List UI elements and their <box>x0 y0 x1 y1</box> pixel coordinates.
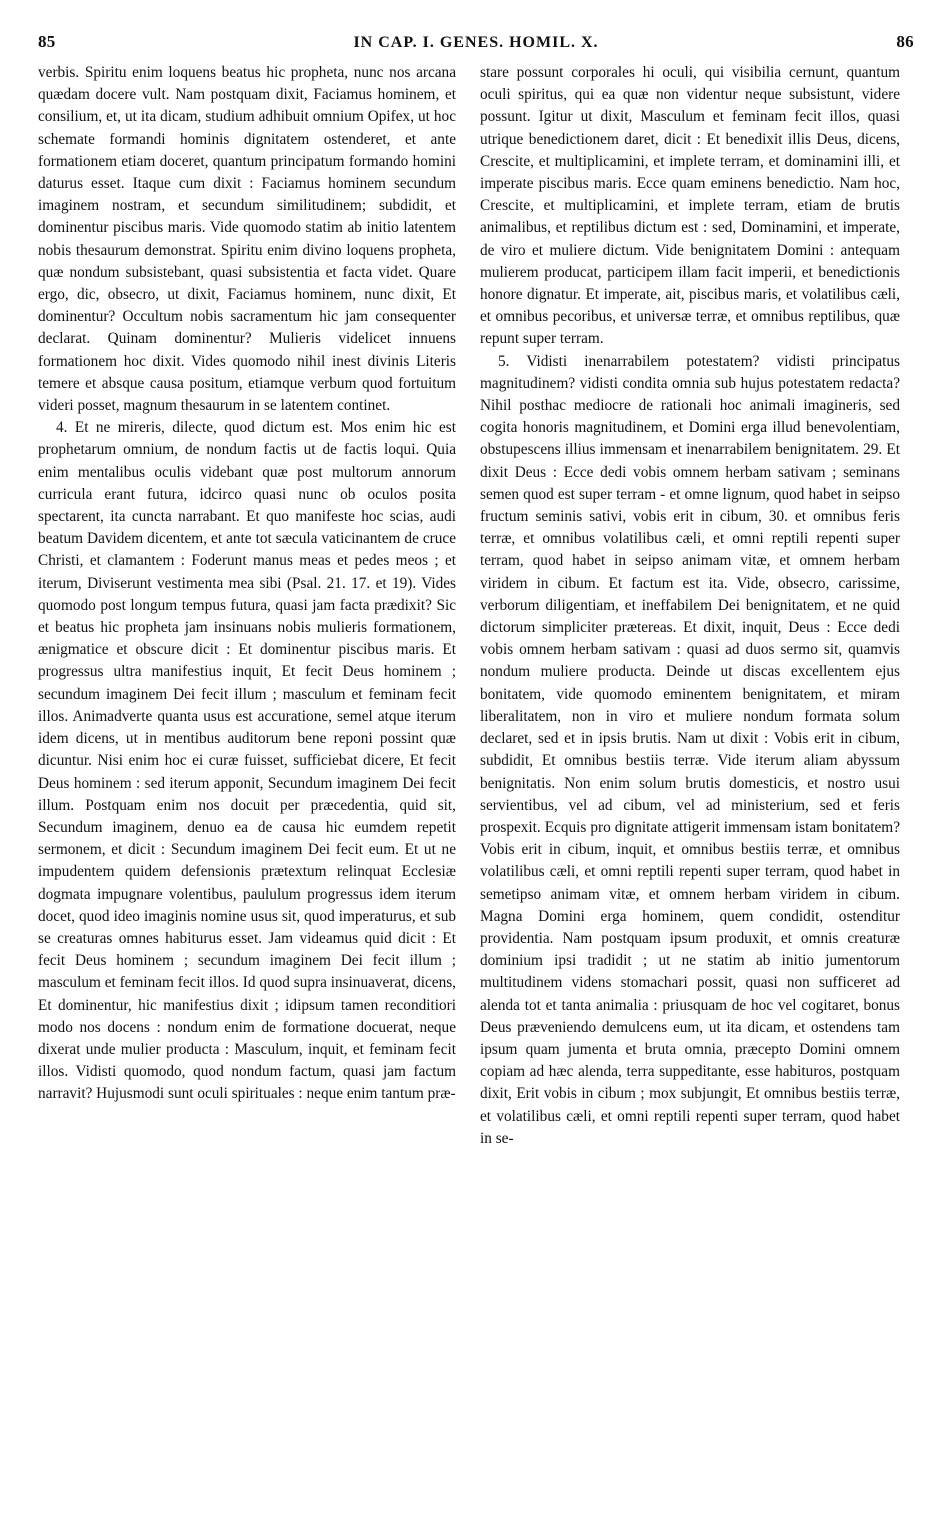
page-number-right: 86 <box>896 32 914 51</box>
left-column <box>38 62 456 1106</box>
paragraph-right-1: stare possunt corporales hi oculi, qui visibilia cernunt, quantum oculi spiritus, qui ea quæ non videntur neque subsistunt, videre possunt. Igitur ut dixit, Masculum et feminam fecit illos, quasi utrique benedictionem daret, dicit : Et benedixit illis Deus, dicens, Crescite, et multiplicamini, et implete terram, et dominamini illi, et imperate piscibus maris. Ecce quam eminens benedictio. Nam hoc, Crescite, et multiplicamini, et implete terram, etiam de brutis animalibus, et reptilibus dictum est : sed, Dominamini, et imperate, de viro et muliere dictum. Vide benignitatem Domini : antequam mulierem producat, participem illam facit imperii, et benedictionis honore dignatur. Et imperate, ait, piscibus maris, et volatilibus cæli, et omnibus pecoribus, et universæ terræ, et omnibus reptilibus, quæ repunt super terram. <box>480 64 900 348</box>
paragraph-left-2: 4. Et ne mireris, dilecte, quod dictum est. Mos enim hic est prophetarum omnium, de nondum factis ut de factis loqui. Quia enim mentalibus oculis videbant quæ post multorum annorum curricula erant futura, idcirco quasi nunc ob oculos posita spectarent, ita cuncta narrabant. Et quo manifeste hoc scias, audi beatum Davidem dicentem, et ante tot sæcula vaticinantem de cruce Christi, et clamantem : Foderunt manus meas et pedes meos ; et iterum, Diviserunt vestimenta mea sibi (Psal. 21. 17. et 19). Vides quomodo post longum tempus futura, quasi jam facta prædixit? Sic et beatus hic propheta jam insinuans nobis mulieris formationem, ænigmatice et obscure dicit : Et dominentur piscibus maris. Et progressus ultra manifestius inquit, Et fecit Deus hominem ; secundum imaginem Dei fecit illum ; masculum et feminam fecit illos. Animadverte quanta usus est accuratione, semel atque iterum idem dicens, ut in mentibus auditorum bene reponi possint quæ dicuntur. Nisi enim hoc ei curæ fuisset, sufficiebat dicere, Et fecit Deus hominem : sed iterum apponit, Secundum imaginem Dei fecit illum. Postquam enim nos docuit per præcedentia, quid sit, Secundum imaginem, denuo ea de causa hic eumdem repetit sermonem, et dicit : Secundum imaginem Dei fecit eum. Et ut ne impudentem quidem defensionis prætextum relinquat Ecclesiæ dogmata impugnare volentibus, paululum progressus idem iterum docet, quod ideo imaginis nomine usus sit, quod imperaturus, et sub se creaturas omnes habiturus esset. Jam videamus quid dicit : Et fecit Deus hominem ; secundum imaginem Dei fecit illum ; masculum et feminam fecit illos. Id quod supra insinuaverat, dicens, Et dominentur, hic manifestius dixit ; idipsum tamen reconditiori modo nos docens : nondum enim de formatione docuerat, neque dixerat unde mulier producta : Masculum, inquit, et feminam fecit illos. Vidisti quomodo, quod nondum factum, quasi jam factum narravit? Hujusmodi sunt oculi spirituales : neque enim tantum præ- <box>38 419 457 1103</box>
paragraph-right-2: 5. Vidisti inenarrabilem potestatem? vidisti principatus magnitudinem? vidisti condita omnia sub hujus potestatem redacta? Nihil posthac mediocre de rationali hoc animali imagineris, sed cogita honoris magnitudinem, et Domini erga illud benevolentiam, obstupescens illius immensam et inenarrabilem benignitatem. 29. Et dixit Deus : Ecce dedi vobis omnem herbam sativam ; seminans semen quod est super terram - et omne lignum, quod habet in seipso fructum seminis sativi, vobis erit in cibum, 30. et omnibus feris terræ, et omnibus volatilibus cæli, et omni reptili repenti super terram, quod habet in seipso animam vitæ, et omnem herbam viridem in cibum. Et factum est ita. Vide, obsecro, carissime, verborum diligentiam, et ineffabilem Dei benignitatem, et ne quid dictorum simpliciter prætereas. Et dixit, inquit, Deus : Ecce dedi vobis omnem herbam sativam : quasi ad duos sermo sit, quamvis nondum muliere producta. Deinde ut discas excellentem ejus bonitatem, vide quomodo eminentem benignitatem, et miram liberalitatem, non in viro et muliere nondum formata solum declaret, sed et in ipsis brutis. Nam ut dixit : Vobis erit in cibum, subdidit, Et omnibus bestiis terræ. Vide iterum aliam abyssum benignitatis. Non enim solum brutis domesticis, et nostro usui servientibus, vel ad cibum, vel ad ministerium, sed et feris prospexit. Ecquis pro dignitate attigerit immensam istam bonitatem? Vobis erit in cibum, inquit, et omnibus bestiis terræ, et omnibus volatilibus cæli, et omni reptili repenti super terram, quod habet in semetipso animam vitæ, et omnem herbam viridem in cibum. Magna Domini erga hominem, quem condidit, ostenditur providentia. Nam postquam ipsum produxit, et omnis creaturæ dominium ipsi tradidit ; ut ne statim ab initio jumentorum multitudinem videns stomachari possit, quasi non sufficeret ad alenda tot et tanta animalia : priusquam de hoc vel cogitaret, bonus Deus præveniendo demulcens eum, ut ita dicam, et ostendens tam ipsum quam jumenta et bruta omnia, præcepto Domini omnem copiam ad hæc alenda, terra suppeditante, esse habituros, postquam dixit, Erit vobis in cibum ; mox subjungit, Et omnibus bestiis terræ, et volatilibus cæli, et omni reptili repenti super terram, quod habet in se- <box>480 352 900 1147</box>
right-column <box>480 62 900 1150</box>
running-header <box>38 32 914 58</box>
running-title: IN CAP. I. GENES. HOMIL. X. <box>353 34 599 51</box>
paragraph-left-1: verbis. Spiritu enim loquens beatus hic propheta, nunc nos arcana quædam docere vult. Nam postquam dixit, Faciamus hominem, et consilium, et, ut ita dicam, studium adhibuit omnium Opifex, ut hoc schemate formandi hominis dignitatem ostenderet, et ante formationem etiam doceret, quantum principatum formando homini daturus esset. Itaque cum dixit : Faciamus hominem secundum imaginem nostram, et secundum similitudinem; subdidit, et dominentur piscibus maris. Vide quomodo statim ab initio latentem nobis thesaurum demonstrat. Spiritu enim divino loquens propheta, quæ nondum subsistebant, quasi subsistentia et facta videt. Quare ergo, dic, obsecro, ut dixit, Faciamus hominem, nunc dixit, Et dominentur? Occultum nobis sacramentum hic jam consequenter declarat. Quinam dominentur? Mulieris videlicet innuens formationem hoc dixit. Vides quomodo nihil inest divinis Literis temere et absque causa positum, etiamque verbum quod fortuitum videri posset, magnum thesaurum in se latentem continet. <box>38 64 456 415</box>
page-number-left: 85 <box>38 32 56 51</box>
